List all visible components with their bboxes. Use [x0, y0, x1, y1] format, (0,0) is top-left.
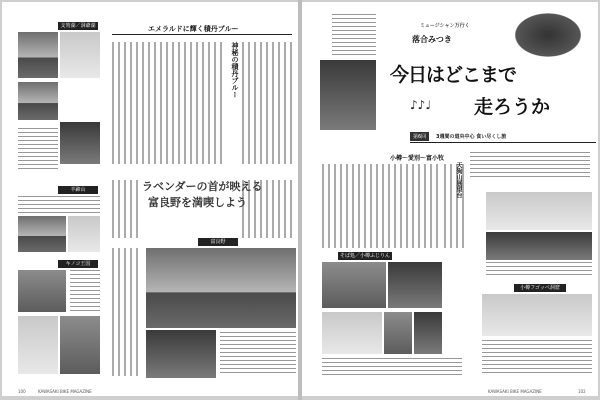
feature-title-line2: 富良野を満喫しよう	[148, 196, 247, 209]
tengu-sign-photo	[486, 232, 592, 260]
vertical-heading: 神秘の積丹ブルー	[231, 42, 239, 98]
author-name: 落合みつき	[412, 35, 452, 44]
author-portrait-photo	[320, 60, 376, 130]
right-page-number: 102	[578, 389, 586, 394]
photo-label-shikotsu: 支笏湖／洞爺湖	[58, 22, 98, 30]
soba-photo	[322, 262, 386, 308]
photo-label-furano: 富良野	[198, 238, 238, 246]
route-heading: 小樽〜愛別〜富小牧	[390, 155, 445, 162]
left-page-number: 100	[18, 389, 26, 394]
motorcycle-illustration-icon	[510, 10, 586, 60]
photo-label-otaru: そば処／小樽ふじりん	[339, 253, 390, 259]
kinoko-shop-photo	[18, 270, 66, 312]
caption-fugoppe	[482, 340, 592, 376]
right-page	[302, 2, 598, 396]
yotei-photo	[18, 216, 66, 252]
noodle-photo	[322, 312, 382, 354]
right-intro-text	[470, 152, 590, 180]
furano-field-photo	[146, 330, 216, 378]
main-title-part2: 走ろうか	[474, 96, 551, 118]
photo-label-yotei: 羊蹄山	[58, 186, 98, 194]
left-page	[2, 2, 298, 396]
episode-title: 3週間の道央中心 食い尽くし旅	[436, 134, 507, 140]
furano-landscape-photo	[146, 248, 296, 328]
series-kicker: ミュージシャン万行く	[420, 23, 470, 29]
caption-otaru	[322, 358, 462, 376]
headline-rule	[112, 34, 292, 35]
main-title-part1: 今日はどこまで	[390, 64, 517, 86]
noren-photo	[414, 312, 442, 354]
body-text-column-4	[242, 180, 292, 238]
photo-label-kinoko: キノコ王国	[58, 260, 98, 268]
caption-block-2	[18, 196, 100, 214]
music-notes-icon: ♪♪♩	[410, 98, 431, 112]
episode-rule	[410, 142, 596, 143]
rider-photo	[60, 122, 100, 164]
sea-photo	[18, 82, 58, 120]
caption-block-1	[18, 128, 58, 172]
photo-label-fugoppe: 小樽フゴッペ洞窟	[514, 284, 566, 292]
caption-block-4	[220, 332, 296, 376]
food-photo-1	[18, 316, 58, 374]
storefront-photo	[384, 312, 412, 354]
side-title: 天狗山展望台	[455, 162, 462, 198]
building-photo	[68, 216, 100, 252]
caption-tengu	[486, 262, 592, 276]
shop-interior-photo	[388, 262, 442, 308]
feature-headline: エメラルドに輝く積丹ブルー	[148, 25, 239, 33]
food-photo-2	[60, 316, 100, 374]
right-magazine-name: KAWASAKI BIKE MAGAZINE	[488, 389, 542, 394]
body-text-column-2	[242, 42, 292, 164]
left-magazine-name: KAWASAKI BIKE MAGAZINE	[38, 389, 92, 394]
feature-title-line1: ラベンダーの首が映える	[142, 180, 263, 193]
fugoppe-cave-photo	[482, 294, 592, 336]
tengu-view-photo	[486, 192, 592, 230]
right-body-column-1	[322, 164, 440, 248]
body-text-column-3	[112, 180, 140, 238]
caption-block-3	[70, 270, 100, 312]
episode-badge: 第6回	[410, 132, 429, 141]
author-profile-text	[332, 14, 376, 56]
body-text-column-1	[112, 42, 224, 164]
lake-photo	[18, 32, 58, 78]
body-text-column-5	[112, 248, 142, 376]
sign-photo	[60, 32, 100, 78]
